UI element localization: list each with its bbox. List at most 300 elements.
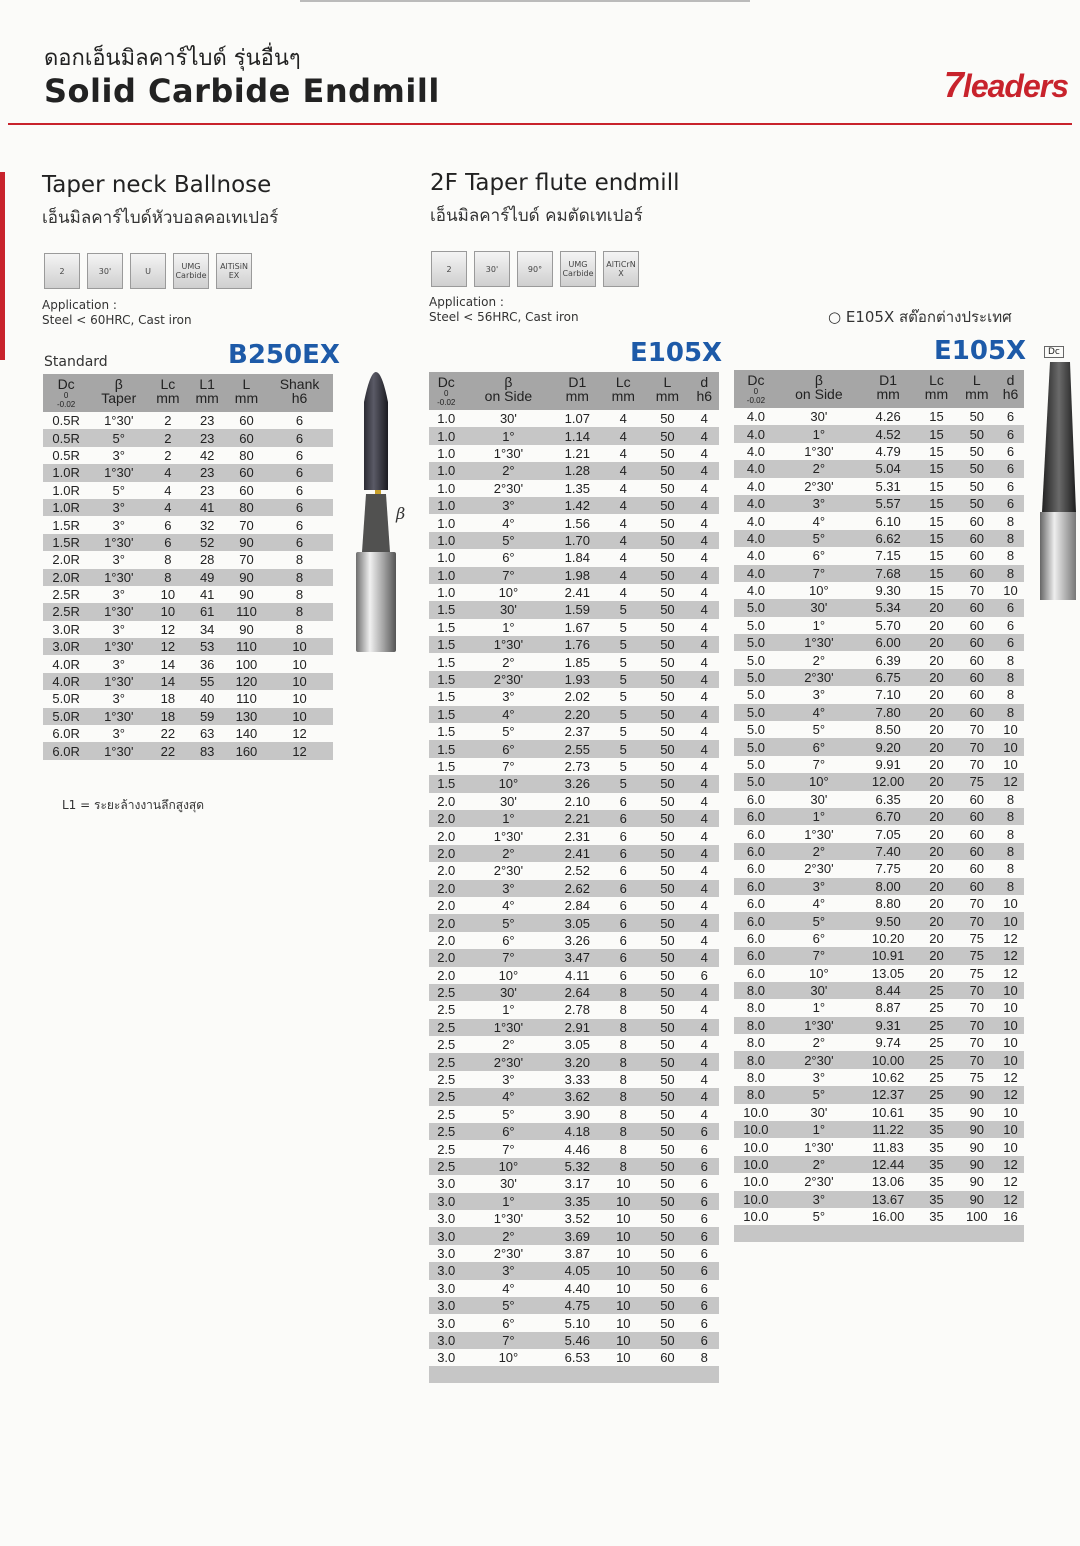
table-cell: 2°	[778, 843, 860, 860]
table-row	[734, 738, 1024, 755]
table-row	[43, 690, 333, 707]
table-cell: 6.53	[553, 1349, 601, 1366]
table-cell: 2.5	[429, 1001, 464, 1018]
table-cell: 4	[689, 862, 719, 879]
table-cell: 1°	[464, 619, 554, 636]
table-cell: 1.84	[553, 549, 601, 566]
table-row	[734, 425, 1024, 442]
table-cell: 8	[601, 1036, 645, 1053]
table-cell: 50	[645, 1280, 689, 1297]
table-cell: 7°	[464, 1332, 554, 1349]
table-cell: 1°	[778, 999, 860, 1016]
table-cell: 6.0	[734, 843, 778, 860]
table-cell: 60	[227, 482, 266, 499]
table-cell: 3.26	[553, 775, 601, 792]
table-row	[429, 567, 719, 584]
table-cell: 4	[689, 914, 719, 931]
table-row	[429, 897, 719, 914]
table-cell: 15	[916, 408, 956, 425]
table-row	[43, 429, 333, 446]
right-feature-icons	[431, 251, 639, 287]
table-cell: 75	[957, 1069, 997, 1086]
table-cell: 3°	[89, 499, 148, 516]
table-cell: 23	[188, 482, 227, 499]
table-cell: 2.5	[429, 1053, 464, 1070]
table-cell: 90	[957, 1138, 997, 1155]
table-cell: 4	[689, 532, 719, 549]
column-header-unit: h6	[696, 388, 713, 404]
table-row	[734, 1121, 1024, 1138]
table-cell: 4	[601, 445, 645, 462]
table-cell: 3.26	[553, 932, 601, 949]
table-cell: 6	[689, 1158, 719, 1175]
table-cell: 75	[957, 773, 997, 790]
table-cell: 50	[645, 567, 689, 584]
table-row	[734, 443, 1024, 460]
table-filler-row	[734, 1225, 1024, 1242]
table-cell: 4	[689, 636, 719, 653]
table-cell: 1.0R	[43, 482, 89, 499]
column-header-top: β	[504, 374, 513, 390]
table-cell: 10°	[778, 965, 860, 982]
table-cell: 8	[997, 860, 1024, 877]
e105x-spec-table-1	[429, 372, 719, 1383]
table-cell: 63	[188, 725, 227, 742]
column-header	[778, 370, 860, 408]
table-row	[734, 1051, 1024, 1068]
table-cell: 8	[266, 569, 333, 586]
table-cell: 1.0	[429, 410, 464, 427]
top-rule	[300, 0, 750, 2]
table-cell: 8	[601, 984, 645, 1001]
table-row	[734, 1191, 1024, 1208]
table-cell: 6	[266, 447, 333, 464]
table-cell: 5.0	[734, 669, 778, 686]
table-cell: 4.0	[734, 460, 778, 477]
table-row	[734, 930, 1024, 947]
table-cell: 60	[957, 843, 997, 860]
table-row	[734, 1086, 1024, 1103]
table-cell: 12	[997, 1156, 1024, 1173]
table-cell: 1.28	[553, 462, 601, 479]
table-cell: 3.0	[429, 1175, 464, 1192]
table-cell: 4.0R	[43, 655, 89, 672]
table-cell: 6	[689, 1210, 719, 1227]
table-filler-cell	[429, 1366, 719, 1383]
table-cell: 20	[916, 930, 956, 947]
table-cell: 5.0	[734, 738, 778, 755]
table-cell: 12	[997, 947, 1024, 964]
table-cell: 1.0	[429, 567, 464, 584]
table-cell: 4	[689, 619, 719, 636]
table-cell: 49	[188, 569, 227, 586]
table-cell: 6°	[464, 740, 554, 757]
table-cell: 50	[645, 427, 689, 444]
table-cell: 50	[645, 932, 689, 949]
table-row	[43, 742, 333, 759]
table-cell: 5.0R	[43, 708, 89, 725]
table-cell: 4.0	[734, 478, 778, 495]
table-cell: 4°	[464, 514, 554, 531]
table-cell: 3.62	[553, 1088, 601, 1105]
table-cell: 10.0	[734, 1121, 778, 1138]
table-cell: 3.0	[429, 1280, 464, 1297]
table-cell: 50	[645, 1245, 689, 1262]
table-cell: 10	[997, 1034, 1024, 1051]
table-cell: 50	[645, 1123, 689, 1140]
table-cell: 4°	[778, 512, 860, 529]
table-row	[43, 464, 333, 481]
table-row	[429, 1227, 719, 1244]
table-cell: 6.0	[734, 791, 778, 808]
table-cell: 40	[188, 690, 227, 707]
table-cell: 5°	[464, 532, 554, 549]
table-row	[734, 825, 1024, 842]
table-cell: 4	[689, 567, 719, 584]
table-row	[429, 427, 719, 444]
table-row	[429, 914, 719, 931]
table-cell: 4.0	[734, 408, 778, 425]
table-cell: 3.90	[553, 1106, 601, 1123]
table-row	[43, 551, 333, 568]
table-cell: 10	[997, 721, 1024, 738]
table-cell: 1.42	[553, 497, 601, 514]
table-cell: 6	[601, 827, 645, 844]
table-row	[429, 845, 719, 862]
table-cell: 30'	[778, 982, 860, 999]
table-cell: 3.33	[553, 1071, 601, 1088]
table-cell: 5	[601, 688, 645, 705]
table-cell: 3.35	[553, 1193, 601, 1210]
column-header-top: D1	[879, 372, 898, 388]
table-cell: 6°	[778, 738, 860, 755]
table-row	[43, 482, 333, 499]
table-row	[43, 516, 333, 533]
table-cell: 6	[601, 845, 645, 862]
table-cell: 2.0	[429, 793, 464, 810]
table-row	[429, 1349, 719, 1366]
table-cell: 5.0R	[43, 690, 89, 707]
table-cell: 5.57	[860, 495, 916, 512]
table-cell: 6	[997, 599, 1024, 616]
table-cell: 90	[227, 586, 266, 603]
column-header-top: d	[1006, 372, 1015, 388]
table-row	[429, 1001, 719, 1018]
table-row	[429, 827, 719, 844]
table-cell: 1.07	[553, 410, 601, 427]
table-cell: 6	[689, 1245, 719, 1262]
table-cell: 50	[645, 740, 689, 757]
table-cell: 1.0	[429, 549, 464, 566]
table-cell: 50	[645, 1106, 689, 1123]
table-row	[43, 638, 333, 655]
table-cell: 30'	[778, 1104, 860, 1121]
table-cell: 1°30'	[778, 634, 860, 651]
table-cell: 7°	[464, 949, 554, 966]
table-cell: 60	[227, 412, 266, 429]
table-cell: 160	[227, 742, 266, 759]
table-cell: 4	[689, 1019, 719, 1036]
table-cell: 1°30'	[89, 708, 148, 725]
table-cell: 6	[601, 967, 645, 984]
table-cell: 9.20	[860, 738, 916, 755]
table-cell: 8	[601, 1001, 645, 1018]
table-cell: 50	[645, 914, 689, 931]
table-cell: 4	[689, 688, 719, 705]
table-row	[734, 634, 1024, 651]
table-cell: 110	[227, 690, 266, 707]
column-header-top: Dc	[747, 372, 765, 388]
table-cell: 1.21	[553, 445, 601, 462]
table-cell: 60	[957, 599, 997, 616]
table-cell: 10	[266, 655, 333, 672]
table-cell: 50	[645, 688, 689, 705]
table-cell: 12	[997, 1191, 1024, 1208]
table-cell: 8	[997, 704, 1024, 721]
table-cell: 20	[916, 947, 956, 964]
table-cell: 6	[601, 914, 645, 931]
table-cell: 7°	[464, 567, 554, 584]
column-header-top: L	[972, 372, 981, 388]
table-row	[429, 1036, 719, 1053]
table-cell: 50	[645, 984, 689, 1001]
table-cell: 41	[188, 586, 227, 603]
table-cell: 2°30'	[464, 1053, 554, 1070]
table-cell: 15	[916, 443, 956, 460]
table-cell: 50	[645, 653, 689, 670]
table-cell: 4.0R	[43, 673, 89, 690]
table-filler-cell	[734, 1225, 1024, 1242]
table-row	[429, 584, 719, 601]
table-row	[734, 773, 1024, 790]
table-cell: 4°	[778, 895, 860, 912]
table-cell: 2.64	[553, 984, 601, 1001]
table-cell: 5.46	[553, 1332, 601, 1349]
table-cell: 10	[266, 638, 333, 655]
table-cell: 1.0	[429, 445, 464, 462]
table-cell: 8	[148, 551, 187, 568]
import-stock-note: ○ E105X สต๊อกต่างประเทศ	[828, 308, 1012, 326]
table-cell: 4	[689, 740, 719, 757]
table-cell: 1.0	[429, 462, 464, 479]
table-cell: 60	[957, 512, 997, 529]
table-cell: 6	[689, 1297, 719, 1314]
table-cell: 2°30'	[778, 860, 860, 877]
table-row	[734, 843, 1024, 860]
table-cell: 6	[148, 534, 187, 551]
table-cell: 140	[227, 725, 266, 742]
table-cell: 4	[601, 584, 645, 601]
table-cell: 30'	[464, 984, 554, 1001]
tolerance-upper: 0	[63, 391, 69, 400]
table-cell: 20	[916, 878, 956, 895]
table-cell: 2.41	[553, 584, 601, 601]
column-header-unit: mm	[234, 390, 259, 406]
table-cell: 11.83	[860, 1138, 916, 1155]
table-cell: 2.5R	[43, 603, 89, 620]
table-cell: 1.5	[429, 619, 464, 636]
table-cell: 8	[266, 586, 333, 603]
table-cell: 50	[645, 584, 689, 601]
table-cell: 80	[227, 447, 266, 464]
table-cell: 8	[997, 808, 1024, 825]
table-cell: 4	[689, 427, 719, 444]
table-cell: 60	[957, 704, 997, 721]
table-row	[429, 1297, 719, 1314]
table-cell: 3°	[89, 655, 148, 672]
table-cell: 12.37	[860, 1086, 916, 1103]
table-cell: 70	[227, 516, 266, 533]
table-row	[429, 740, 719, 757]
table-cell: 6.10	[860, 512, 916, 529]
table-cell: 2°	[778, 1156, 860, 1173]
table-cell: 8	[997, 512, 1024, 529]
table-cell: 2.0	[429, 949, 464, 966]
table-cell: 16	[997, 1208, 1024, 1225]
table-row	[429, 967, 719, 984]
table-cell: 50	[645, 1262, 689, 1279]
column-header	[645, 372, 689, 410]
table-cell: 12	[266, 725, 333, 742]
table-cell: 3°	[778, 686, 860, 703]
table-cell: 8	[601, 1106, 645, 1123]
table-cell: 10	[997, 895, 1024, 912]
table-cell: 1°30'	[89, 673, 148, 690]
table-cell: 2.5	[429, 1106, 464, 1123]
table-cell: 5	[601, 601, 645, 618]
table-cell: 9.91	[860, 756, 916, 773]
table-row	[429, 1123, 719, 1140]
table-row	[429, 601, 719, 618]
table-cell: 5	[601, 636, 645, 653]
table-cell: 70	[957, 999, 997, 1016]
column-header-top: D1	[568, 374, 587, 390]
table-cell: 50	[645, 810, 689, 827]
column-header-unit: mm	[611, 388, 635, 404]
table-cell: 1.5	[429, 636, 464, 653]
table-row	[429, 549, 719, 566]
taper-flute-tool-illustration	[1040, 362, 1076, 602]
table-cell: 2.91	[553, 1019, 601, 1036]
table-cell: 60	[957, 860, 997, 877]
table-cell: 10	[997, 912, 1024, 929]
table-cell: 75	[957, 930, 997, 947]
table-cell: 16.00	[860, 1208, 916, 1225]
table-cell: 8.50	[860, 721, 916, 738]
table-cell: 10	[148, 603, 187, 620]
table-cell: 6.0	[734, 947, 778, 964]
table-cell: 23	[188, 464, 227, 481]
table-cell: 130	[227, 708, 266, 725]
table-cell: 6	[266, 464, 333, 481]
table-cell: 3.0	[429, 1262, 464, 1279]
column-header	[43, 374, 89, 412]
table-cell: 25	[916, 1069, 956, 1086]
table-cell: 8	[997, 791, 1024, 808]
table-cell: 2°30'	[778, 1051, 860, 1068]
table-cell: 3°	[778, 878, 860, 895]
table-cell: 60	[957, 565, 997, 582]
table-cell: 10	[997, 982, 1024, 999]
table-cell: 10	[601, 1349, 645, 1366]
table-cell: 90	[957, 1121, 997, 1138]
table-cell: 4	[689, 410, 719, 427]
table-cell: 2.5	[429, 1123, 464, 1140]
table-cell: 42	[188, 447, 227, 464]
column-header-unit: mm	[924, 386, 949, 402]
table-cell: 8	[601, 1071, 645, 1088]
table-cell: 4	[689, 827, 719, 844]
brand-logo	[944, 64, 1068, 106]
table-cell: 4.18	[553, 1123, 601, 1140]
column-header	[689, 372, 719, 410]
table-cell: 10.62	[860, 1069, 916, 1086]
table-cell: 50	[645, 1193, 689, 1210]
table-cell: 15	[916, 495, 956, 512]
table-cell: 10	[997, 1017, 1024, 1034]
table-cell: 4	[689, 758, 719, 775]
table-cell: 1.14	[553, 427, 601, 444]
table-cell: 5°	[778, 1208, 860, 1225]
table-cell: 13.67	[860, 1191, 916, 1208]
table-cell: 7°	[778, 947, 860, 964]
column-header	[429, 372, 464, 410]
table-cell: 30'	[464, 1175, 554, 1192]
table-cell: 6.0R	[43, 725, 89, 742]
table-cell: 6	[689, 1193, 719, 1210]
table-cell: 6	[997, 443, 1024, 460]
table-cell: 50	[645, 845, 689, 862]
table-row	[429, 1071, 719, 1088]
table-row	[734, 808, 1024, 825]
table-cell: 10.00	[860, 1051, 916, 1068]
table-cell: 6	[689, 1262, 719, 1279]
table-cell: 8	[601, 1158, 645, 1175]
tolerance-lower: -0.02	[746, 396, 766, 405]
table-cell: 6	[997, 460, 1024, 477]
table-cell: 3.0	[429, 1314, 464, 1331]
table-cell: 2.5	[429, 1158, 464, 1175]
table-cell: 15	[916, 425, 956, 442]
table-cell: 4	[689, 1071, 719, 1088]
table-cell: 5.31	[860, 478, 916, 495]
table-cell: 59	[188, 708, 227, 725]
table-cell: 3.0	[429, 1245, 464, 1262]
table-cell: 1°30'	[89, 742, 148, 759]
table-cell: 8.0	[734, 1034, 778, 1051]
table-cell: 4.26	[860, 408, 916, 425]
table-cell: 5°	[464, 723, 554, 740]
table-cell: 50	[645, 758, 689, 775]
table-cell: 5.0	[734, 756, 778, 773]
table-cell: 25	[916, 1034, 956, 1051]
table-cell: 4°	[464, 706, 554, 723]
table-cell: 90	[227, 621, 266, 638]
table-cell: 23	[188, 412, 227, 429]
table-row	[734, 495, 1024, 512]
table-cell: 6	[689, 1332, 719, 1349]
table-cell: 50	[957, 443, 997, 460]
table-cell: 5.0	[734, 617, 778, 634]
table-row	[43, 708, 333, 725]
table-row	[734, 791, 1024, 808]
table-row	[429, 497, 719, 514]
table-cell: 5	[601, 775, 645, 792]
table-cell: 3.20	[553, 1053, 601, 1070]
table-cell: 2.0R	[43, 569, 89, 586]
table-cell: 4.11	[553, 967, 601, 984]
table-cell: 1.0	[429, 497, 464, 514]
